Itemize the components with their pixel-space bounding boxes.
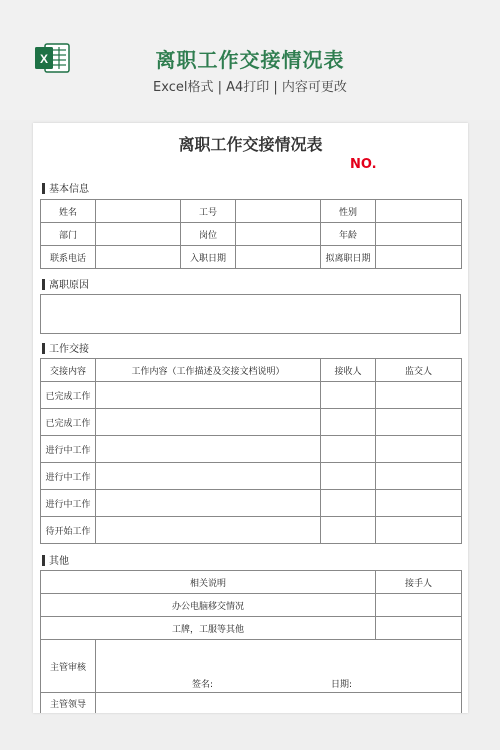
input-cell[interactable] (321, 409, 376, 436)
row-label: 工牌，工服等其他 (41, 617, 376, 640)
input-cell[interactable] (321, 490, 376, 517)
reason-table (40, 294, 461, 334)
row-label: 已完成工作 (41, 382, 96, 409)
input-cell[interactable] (96, 517, 321, 544)
svg-text:X: X (39, 52, 49, 66)
section-bar-icon (42, 343, 45, 354)
label-age: 年龄 (321, 223, 376, 246)
input-employee-id[interactable] (236, 200, 321, 223)
label-position: 岗位 (181, 223, 236, 246)
input-reason[interactable] (41, 295, 461, 334)
label-department: 部门 (41, 223, 96, 246)
table-row (41, 693, 462, 714)
table-row (41, 617, 462, 640)
app-subtitle: Excel格式 | A4打印 | 内容可更改 (153, 80, 347, 95)
section-bar-icon (42, 183, 45, 194)
date-label: 日期: (331, 680, 353, 690)
row-label: 已完成工作 (41, 409, 96, 436)
section-reason: 离职原因 (42, 276, 89, 291)
table-row (41, 200, 462, 223)
input-age[interactable] (376, 223, 462, 246)
row-label: 进行中工作 (41, 463, 96, 490)
table-row (41, 223, 462, 246)
document-number-label: NO. (350, 157, 377, 172)
input-cell[interactable] (376, 594, 462, 617)
signature-area[interactable] (96, 640, 462, 693)
input-cell[interactable] (96, 463, 321, 490)
input-cell[interactable] (376, 382, 462, 409)
input-leave-date[interactable] (376, 246, 462, 269)
section-other: 其他 (42, 552, 69, 567)
label-name: 姓名 (41, 200, 96, 223)
table-row (41, 246, 462, 269)
column-header: 接手人 (376, 571, 462, 594)
input-hire-date[interactable] (236, 246, 321, 269)
input-position[interactable] (236, 223, 321, 246)
label-phone: 联系电话 (41, 246, 96, 269)
column-header: 接收人 (321, 359, 376, 382)
input-cell[interactable] (96, 382, 321, 409)
input-department[interactable] (96, 223, 181, 246)
label-employee-id: 工号 (181, 200, 236, 223)
input-phone[interactable] (96, 246, 181, 269)
row-label: 主管审核 (41, 640, 96, 693)
label-hire-date: 入职日期 (181, 246, 236, 269)
document-page (33, 123, 468, 713)
input-cell[interactable] (321, 382, 376, 409)
row-label: 进行中工作 (41, 436, 96, 463)
input-cell[interactable] (376, 517, 462, 544)
section-basic-info: 基本信息 (42, 180, 89, 195)
other-table (40, 570, 462, 713)
table-header-row (41, 571, 462, 594)
input-cell[interactable] (376, 409, 462, 436)
signature-area[interactable] (96, 693, 462, 714)
row-label: 办公电脑移交情况 (41, 594, 376, 617)
input-cell[interactable] (321, 436, 376, 463)
input-cell[interactable] (376, 617, 462, 640)
sign-label: 签名: (192, 680, 214, 690)
table-row (41, 640, 462, 693)
table-header-row (41, 359, 462, 382)
column-header: 监交人 (376, 359, 462, 382)
input-cell[interactable] (376, 463, 462, 490)
row-label: 待开始工作 (41, 517, 96, 544)
column-header: 工作内容（工作描述及交接文档说明） (96, 359, 321, 382)
input-cell[interactable] (321, 517, 376, 544)
input-cell[interactable] (376, 490, 462, 517)
table-row (41, 382, 462, 409)
row-label: 主管领导 (41, 693, 96, 714)
row-label: 进行中工作 (41, 490, 96, 517)
table-row (41, 594, 462, 617)
input-gender[interactable] (376, 200, 462, 223)
input-cell[interactable] (96, 436, 321, 463)
input-cell[interactable] (321, 463, 376, 490)
section-handover: 工作交接 (42, 340, 89, 355)
header (0, 0, 500, 120)
column-header: 相关说明 (41, 571, 376, 594)
label-gender: 性别 (321, 200, 376, 223)
section-bar-icon (42, 279, 45, 290)
label-leave-date: 拟离职日期 (321, 246, 376, 269)
table-row (41, 409, 462, 436)
table-row (41, 463, 462, 490)
input-cell[interactable] (96, 409, 321, 436)
section-bar-icon (42, 555, 45, 566)
input-cell[interactable] (96, 490, 321, 517)
app-title: 离职工作交接情况表 (155, 48, 345, 72)
column-header: 交接内容 (41, 359, 96, 382)
input-cell[interactable] (376, 436, 462, 463)
table-row (41, 436, 462, 463)
handover-table (40, 358, 462, 544)
table-row (41, 490, 462, 517)
table-row (41, 517, 462, 544)
basic-info-table (40, 199, 462, 269)
input-name[interactable] (96, 200, 181, 223)
document-title: 离职工作交接情况表 (178, 135, 323, 154)
table-row (41, 295, 461, 334)
